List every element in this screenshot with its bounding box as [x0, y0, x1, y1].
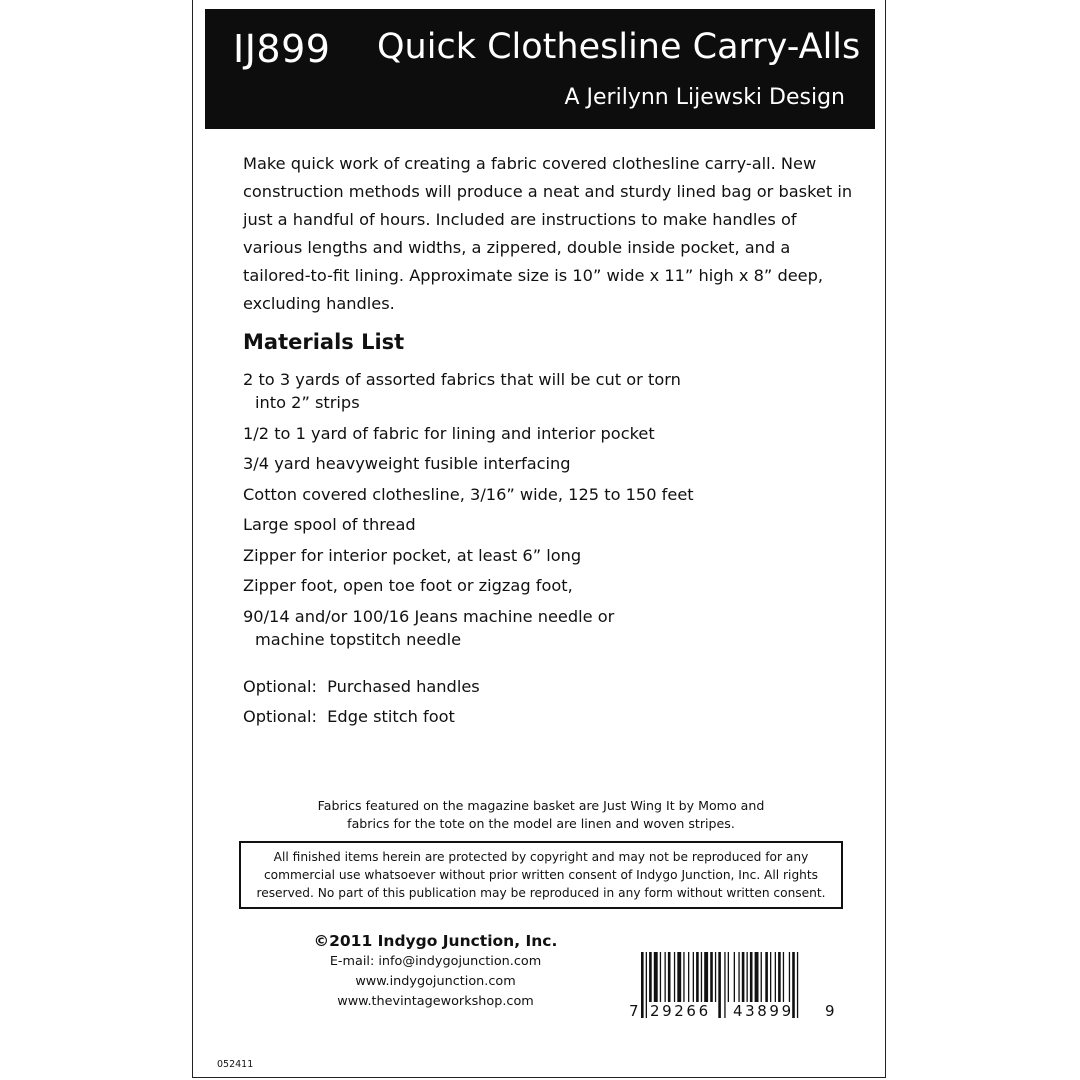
list-item: 90/14 and/or 100/16 Jeans machine needle or machine topstitch needle: [243, 606, 615, 649]
list-item: Large spool of thread: [243, 515, 416, 534]
list-item: 3/4 yard heavyweight fusible interfacing: [243, 454, 571, 473]
print-code: 052411: [217, 1059, 254, 1070]
materials-list: [243, 368, 843, 658]
company-name: ©2011 Indygo Junction, Inc.: [313, 932, 558, 950]
pattern-title: Quick Clothesline Carry-Alls: [377, 27, 861, 67]
optional-item: Optional: Purchased handles: [243, 677, 480, 696]
publisher-info: [303, 930, 568, 1012]
header-banner: [205, 9, 875, 129]
intro-paragraph: Make quick work of creating a fabric covered clothesline carry-all. New construction methods will produce a neat and sturdy lined bag or basket in just a handful of hours. Included are instructions to make handles of various lengths and widths, a zippered, double inside pocket, and a tailored-to-fit lining. Approximate size is 10” wide x 11” high x 8” deep, excluding handles.: [243, 154, 853, 313]
website-link: www.indygojunction.com: [355, 974, 516, 989]
email-text: E-mail: info@indygojunction.com: [329, 954, 542, 969]
pattern-code: IJ899: [233, 27, 331, 71]
list-item: Zipper foot, open toe foot or zigzag foot,: [243, 576, 573, 595]
optional-item: Optional: Edge stitch foot: [243, 707, 455, 726]
barcode-digits: 7 29266 43899 9: [629, 1002, 835, 1020]
list-item: Cotton covered clothesline, 3/16” wide, 125 to 150 feet: [243, 484, 694, 504]
designer-credit: A Jerilynn Lijewski Design: [564, 85, 845, 110]
optional-items: [243, 675, 480, 735]
copyright-notice: All finished items herein are protected by copyright and may not be reproduced for any commercial use whatsoever without prior written consent of Indygo Junction, Inc. All rights reserved. No part of this publication may be reproduced in any form without written consent.: [239, 841, 843, 909]
materials-heading: Materials List: [243, 330, 405, 354]
list-item: 2 to 3 yards of assorted fabrics that will be cut or torn into 2” strips: [243, 370, 681, 412]
website-link-secondary: www.thevintageworkshop.com: [337, 994, 534, 1009]
list-item: Zipper for interior pocket, at least 6” long: [243, 545, 582, 565]
fabrics-note: Fabrics featured on the magazine basket are Just Wing It by Momo and fabrics for the tote on the model are linen and woven stripes.: [317, 798, 765, 831]
pattern-back-cover: [192, 0, 886, 1078]
list-item: 1/2 to 1 yard of fabric for lining and interior pocket: [243, 423, 655, 443]
